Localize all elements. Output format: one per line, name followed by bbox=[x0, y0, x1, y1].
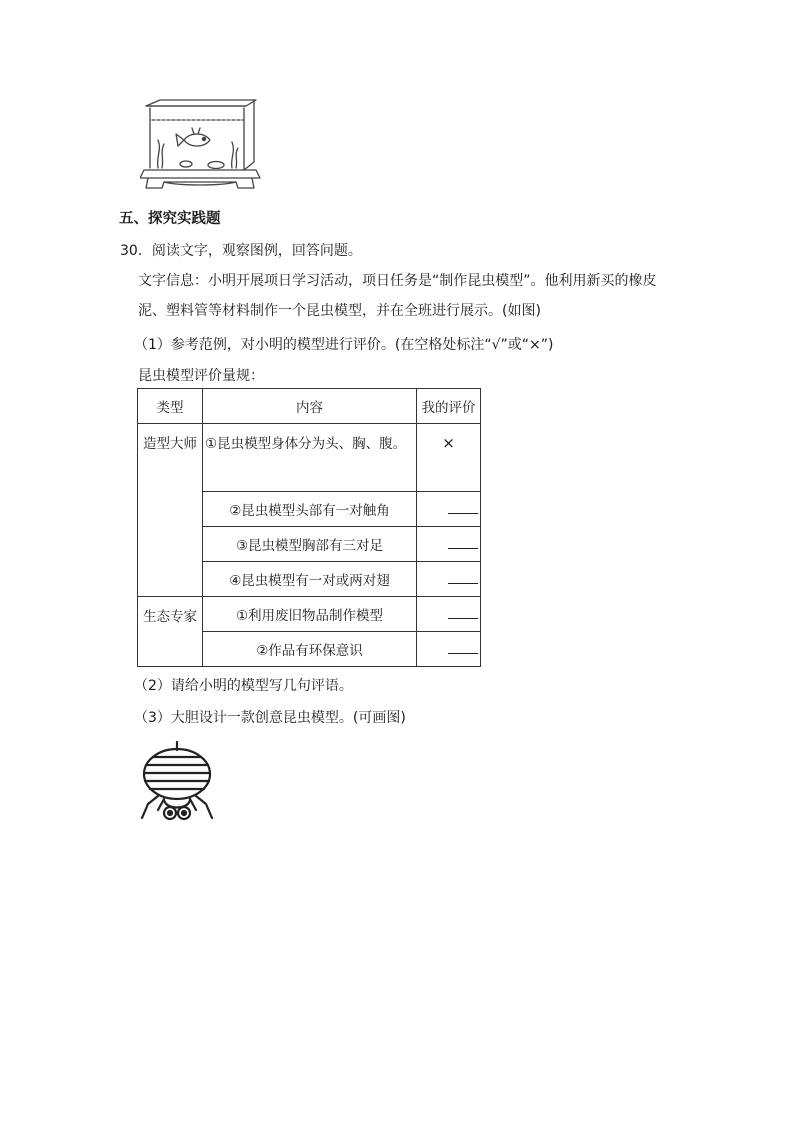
group-cell-ecology: 生态专家 bbox=[138, 597, 203, 667]
table-row bbox=[138, 424, 481, 492]
content-cell: ④昆虫模型有一对或两对翅 bbox=[203, 562, 417, 597]
answer-blank[interactable] bbox=[448, 547, 478, 549]
sub-question-3: （3）大胆设计一款创意昆虫模型。(可画图) bbox=[134, 710, 406, 726]
section-title: 五、探究实践题 bbox=[119, 211, 221, 227]
answer-blank[interactable] bbox=[448, 582, 478, 584]
question-number-line: 30．阅读文字，观察图例，回答问题。 bbox=[120, 243, 362, 259]
eval-blank-cell[interactable] bbox=[417, 492, 481, 527]
content-cell: ①利用废旧物品制作模型 bbox=[203, 597, 417, 632]
aquarium-illustration bbox=[140, 98, 264, 194]
header-type: 类型 bbox=[138, 389, 203, 424]
group-cell-modeling: 造型大师 bbox=[138, 424, 203, 597]
eval-blank-cell[interactable] bbox=[417, 597, 481, 632]
info-text-line1: 文字信息：小明开展项日学习活动，项日任务是“制作昆虫模型”。他利用新买的橡皮 bbox=[138, 273, 657, 289]
content-cell: ①昆虫模型身体分为头、胸、腹。 bbox=[203, 424, 417, 492]
answer-blank[interactable] bbox=[448, 512, 478, 514]
sub-question-1: （1）参考范例，对小明的模型进行评价。(在空格处标注“√”或“×”) bbox=[134, 337, 554, 353]
answer-blank[interactable] bbox=[448, 652, 478, 654]
eval-blank-cell[interactable] bbox=[417, 527, 481, 562]
content-cell: ③昆虫模型胸部有三对足 bbox=[203, 527, 417, 562]
table-row bbox=[138, 597, 481, 632]
rubric-table bbox=[137, 388, 481, 667]
content-cell: ②作品有环保意识 bbox=[203, 632, 417, 667]
sub-question-2: （2）请给小明的模型写几句评语。 bbox=[134, 678, 353, 694]
header-eval: 我的评价 bbox=[417, 389, 481, 424]
eval-blank-cell[interactable] bbox=[417, 632, 481, 667]
eval-cell-example: × bbox=[417, 424, 481, 492]
eval-blank-cell[interactable] bbox=[417, 562, 481, 597]
table-header-row bbox=[138, 389, 481, 424]
content-cell: ②昆虫模型头部有一对触角 bbox=[203, 492, 417, 527]
answer-blank[interactable] bbox=[448, 617, 478, 619]
header-content: 内容 bbox=[203, 389, 417, 424]
info-text-line2: 泥、塑料管等材料制作一个昆虫模型，并在全班进行展示。(如图) bbox=[138, 303, 541, 319]
rubric-title: 昆虫模型评价量规： bbox=[138, 368, 264, 384]
insect-model-illustration bbox=[136, 738, 218, 826]
